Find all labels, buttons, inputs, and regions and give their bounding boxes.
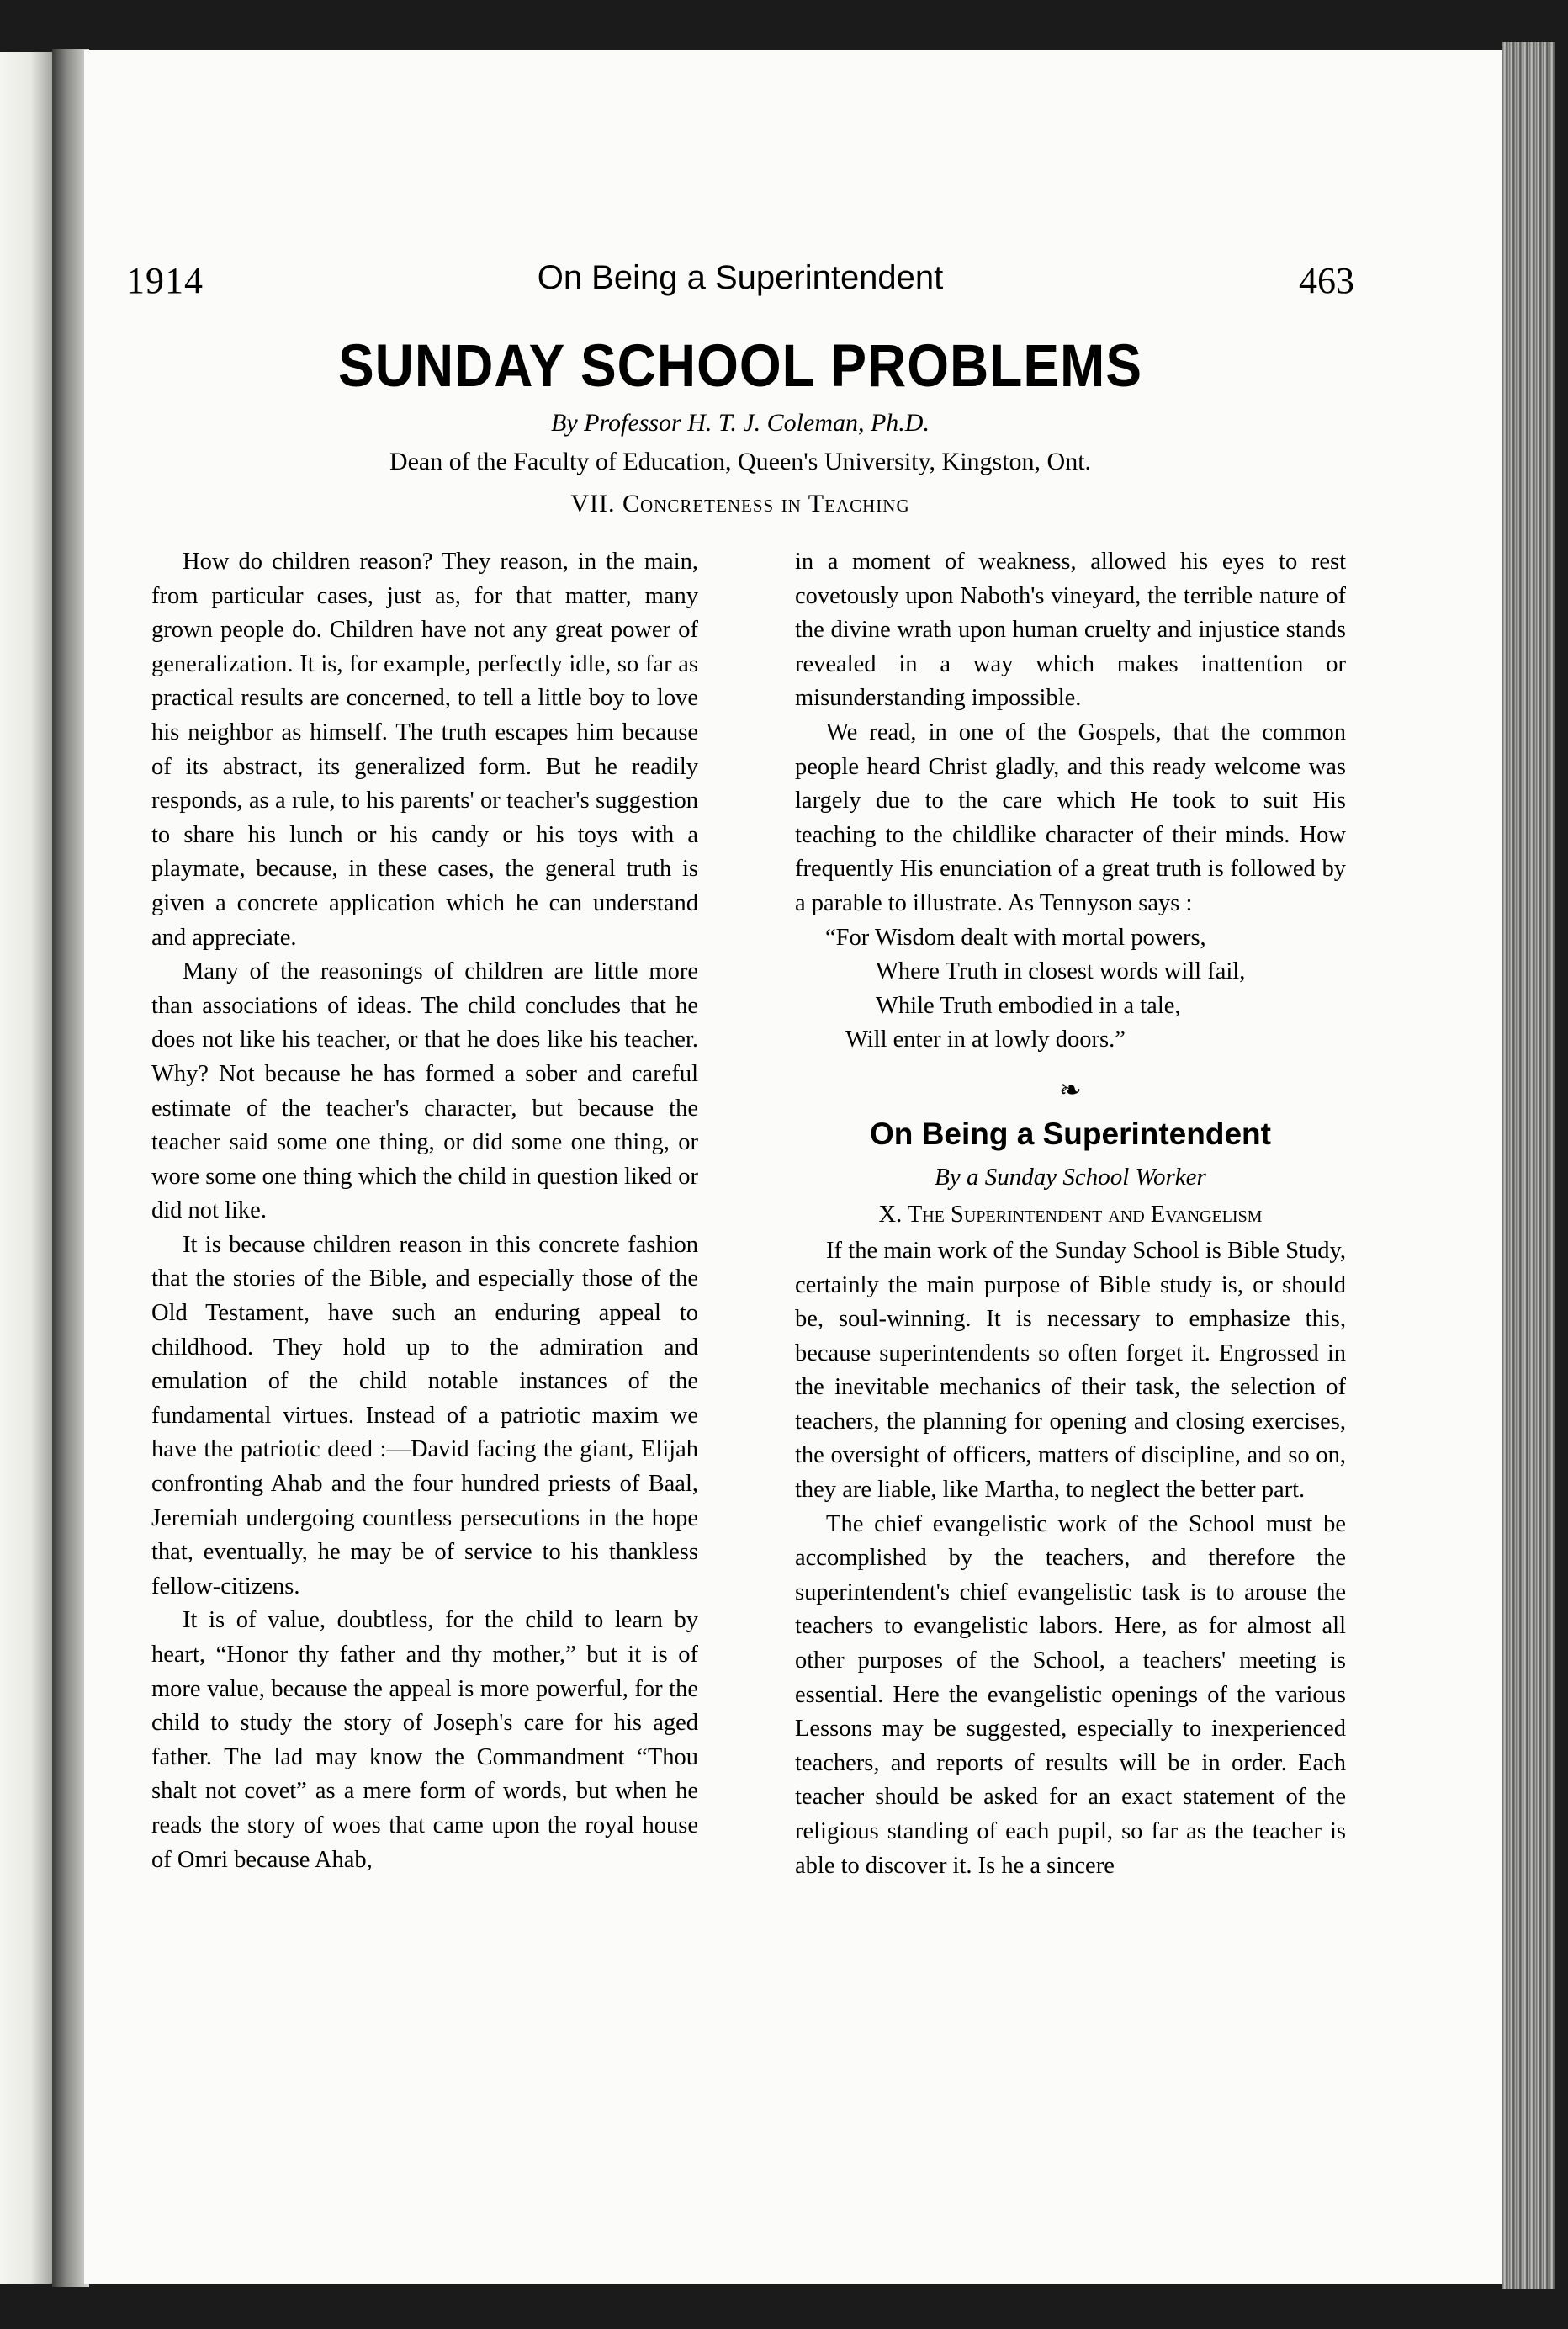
header-year: 1914 bbox=[126, 260, 204, 301]
article-title: SUNDAY SCHOOL PROBLEMS bbox=[337, 332, 1143, 400]
paragraph: It is because children reason in this concrete fashion that the stories of the Bible, and especially those of the Old Testament, have such an enduring appeal to childhood. They hold up to the admiration and emulation of the child notable instances of the fundamental virtues. Instead of a patriotic maxim we have the patriotic deed :—David facing the giant, Elijah confronting Ahab and the four hundred priests of Baal, Jeremiah undergoing countless persecutions in the hope that, eventually, he may be of service to his thankless fellow-citizens. bbox=[151, 1231, 698, 1600]
fleuron-ornament: ❧ bbox=[1059, 1074, 1082, 1105]
paragraph: How do children reason? They reason, in the main, from particular cases, just as, for that matter, many grown people do. Children have not any great power of generalization. It is, for example, perfectly idle, so far as practical results are concerned, to tell a little boy to love his neighbor as himself. The truth escapes him because of its abstract, its generalized form. But he readily responds, as a rule, to his parents' or teacher's suggestion to share his lunch or his candy or his toys with a playmate, because, in these cases, the general truth is given a concrete application which he can understand and appreciate. bbox=[151, 549, 698, 951]
section-heading: VII. Concreteness in Teaching bbox=[570, 490, 910, 517]
paragraph: If the main work of the Sunday School is Bible Study, certainly the main purpose of Bible study is, or should be, soul-winning. It is necessary to emphasize this, because superintendents so often forget it. Engrossed in the inevitable mechanics of their task, the selection of teachers, the planning for opening and closing exercises, the oversight of officers, matters of discipline, and so on, they are liable, like Martha, to neglect the better part. bbox=[795, 1237, 1346, 1504]
article-byline: By Professor H. T. J. Coleman, Ph.D. bbox=[551, 409, 930, 437]
running-header bbox=[126, 259, 1354, 310]
running-title: On Being a Superintendent bbox=[537, 259, 944, 296]
second-article-title: On Being a Superintendent bbox=[870, 1116, 1271, 1151]
poem-line: “For Wisdom dealt with mortal powers, bbox=[825, 924, 1206, 951]
paragraph: The chief evangelistic work of the School must be accomplished by the teachers, and therefore the superintendent's chief evangelistic task is to arouse the teachers to evangelistic labors. Here, as for almost all other purposes of the School, a teachers' meeting is essential. Here the evangelistic openings of the various Lessons may be suggested, especially to inexperienced teachers, and reports of results will be in order. Each teacher should be asked for an exact statement of the religious standing of each pupil, so far as the teacher is able to discover it. Is he a sincere bbox=[795, 1510, 1346, 1879]
paragraph: We read, in one of the Gospels, that the common people heard Christ gladly, and this ready welcome was largely due to the care which He took to suit His teaching to the childlike character of their minds. How frequently His enunciation of a great truth is followed by a parable to illustrate. As Tennyson says : bbox=[795, 719, 1346, 916]
left-column bbox=[151, 545, 698, 1877]
second-article-section: X. The Superintendent and Evangelism bbox=[878, 1201, 1263, 1228]
poem-quote bbox=[795, 921, 1346, 1058]
right-column bbox=[795, 545, 1346, 1883]
second-article-byline: By a Sunday School Worker bbox=[935, 1163, 1206, 1191]
paragraph-continued: in a moment of weakness, allowed his eyes to rest covetously upon Naboth's vineyard, the terrible nature of the divine wrath upon human cruelty and injustice stands revealed in a way which makes inattention or misunderstanding impossible. bbox=[795, 549, 1346, 712]
poem-line: Where Truth in closest words will fail, bbox=[876, 958, 1246, 985]
author-affiliation: Dean of the Faculty of Education, Queen's University, Kingston, Ont. bbox=[389, 448, 1092, 475]
page-number: 463 bbox=[1299, 260, 1354, 301]
paragraph: Many of the reasonings of children are little more than associations of ideas. The child concludes that he does not like his teacher, or that he does like his teacher. Why? Not because he has formed a sober and careful estimate of the teacher's character, but because the teacher said some one thing, or did some one thing, or wore some one thing which the child in question liked or did not like. bbox=[151, 958, 698, 1224]
facing-page-edge bbox=[0, 52, 56, 2284]
poem-line: Will enter in at lowly doors.” bbox=[845, 1027, 1126, 1053]
poem-line: While Truth embodied in a tale, bbox=[876, 992, 1181, 1019]
paragraph: It is of value, doubtless, for the child to learn by heart, “Honor thy father and thy mother,” but it is of more value, because the appeal is more powerful, for the child to study the story of Joseph's care for his aged father. The lad may know the Commandment “Thou shalt not covet” as a mere form of words, but when he reads the story of woes that came upon the royal house of Omri because Ahab, bbox=[151, 1607, 698, 1873]
page-stack-edge bbox=[1502, 42, 1555, 2289]
